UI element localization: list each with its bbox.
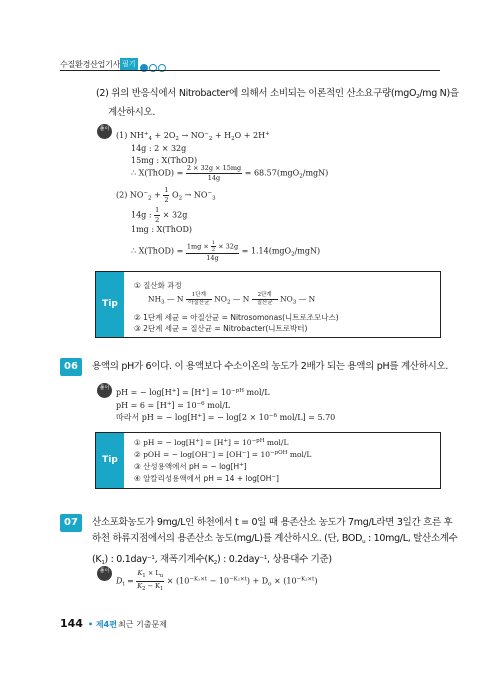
tip1-line1: ① 질산화 과정: [134, 281, 182, 290]
sol2-line6: 14g : $\frac{1}{2}$ × 32g: [131, 206, 188, 224]
footer-part: • 제4편: [88, 620, 117, 629]
tip-box-2: [95, 432, 441, 489]
tip-box-1: [95, 271, 441, 338]
sol06-line3: 따라서 pH = − log[H+] = − $\log[2 \times 10^{-6}$ mol/L] = 5.70: [116, 413, 336, 422]
page-number: 144: [60, 617, 83, 630]
sol2-line2: 14g : 2 × 32g: [131, 144, 187, 153]
footer-section: 최근 기출문제: [118, 620, 167, 629]
sol2-line5: (2) $NO^-_2$ + $\frac{1}{2}$ $O_2 \to NO^-_3$: [116, 186, 216, 204]
question-06-text: 용액의 pH가 6이다. 이 용액보다 수소이온의 농도가 2배가 되는 용액의 pH를 계산하시오.: [92, 361, 449, 372]
header-divider: [60, 70, 440, 71]
solution-icon: 풀이: [97, 124, 112, 139]
sol2-line8: ∴ X(ThOD) = 1mg × $\frac{1}{2}$ × 32g 14g = 1.14(mgO$_2$/mgN): [131, 240, 321, 262]
tip1-line4: ③ 2단계 세균 = 질산균 = Nitrobacter(니트로박터): [134, 324, 308, 333]
sol2-line4: ∴ X(ThOD) = $\frac{2 \times 32g \times 15mg}{14g}$ = 68.57(mgO$_2$/mgN): [131, 164, 329, 182]
header-title: 수질환경산업기사: [60, 60, 121, 69]
question-number-06: 06: [60, 358, 82, 376]
question-number-07: 07: [60, 514, 82, 532]
header-badge: 필기: [122, 60, 136, 68]
solution-icon: 풀이: [97, 383, 112, 398]
question-2-text: (2) 위의 반응식에서 Nitrobacter에 의해서 소비되는 이론적인 산소요구량(mgO$_2$/mg N)을 계산하시오.: [96, 88, 459, 118]
sol06-line1: pH = − $\log[H^+] = [H^+] = 10^{-pH}$ mol/L: [116, 388, 270, 397]
solution-icon: 풀이: [97, 566, 112, 581]
tip-label: Tip: [96, 433, 124, 488]
header-dots-icon: [140, 57, 167, 76]
question-07-text: 산소포화농도가 9mg/L인 하천에서 t = 0일 때 용존산소 농도가 7mg/L라면 3일간 흐른 후 하천 하류지점에서의 용존산소 농도(mg/L)를 계산하시오. (단, $BOD_u$ : 10mg/L, 탈산소계수 $(K_1)$ : 0.1day$^{-1}$, 재폭기계수$(K_2)$ : 0.2day$^{-1}$, 상용대수 기준): [92, 517, 458, 566]
tip1-line2: $NH_3$ — N $\frac{\text{1단계}}{\text{아질산균}}$ $NO_2$ — N $\frac{\text{2단계}}{\text{질산균}}$ $NO_3$ — N: [148, 292, 316, 306]
tip2-line4: ④ 알칼리성용액에서 pH = 14 + log[OH−]: [134, 474, 279, 483]
sol07-formula: $D_t$ = $\frac{K_1 \times L_u}{K_2 - K_1}$ × $(10^{-K_1\times t} - 10^{-K_2\times t}) + D_o \times (10^{-K_2\times t})$: [116, 569, 318, 592]
tip-label: Tip: [96, 272, 124, 337]
sol2-line3: 15mg : X(ThOD): [131, 156, 198, 165]
sol06-line2: pH = $6 = [H^+] = 10^{-6}$ mol/L: [116, 401, 231, 410]
tip2-line2: ② pOH = − $\log[OH^-] = [OH^-] = 10^{-pOH}$ mol/L: [134, 450, 312, 459]
tip2-line3: ③ 산성용액에서 pH = − log[H+]: [134, 462, 247, 471]
tip2-line1: ① pH = − $\log[H^+] = [H^+] = 10^{-pH}$ mol/L: [134, 438, 289, 447]
tip1-line3: ② 1단계 세균 = 아질산균 = Nitrosomonas(니트로조모나스): [134, 313, 339, 322]
sol2-line1: (1) $NH^+_4 + 2O_2 \to NO^-_2 + H_2O + 2H^+$: [116, 131, 270, 142]
sol2-line7: 1mg : X(ThOD): [131, 225, 192, 234]
